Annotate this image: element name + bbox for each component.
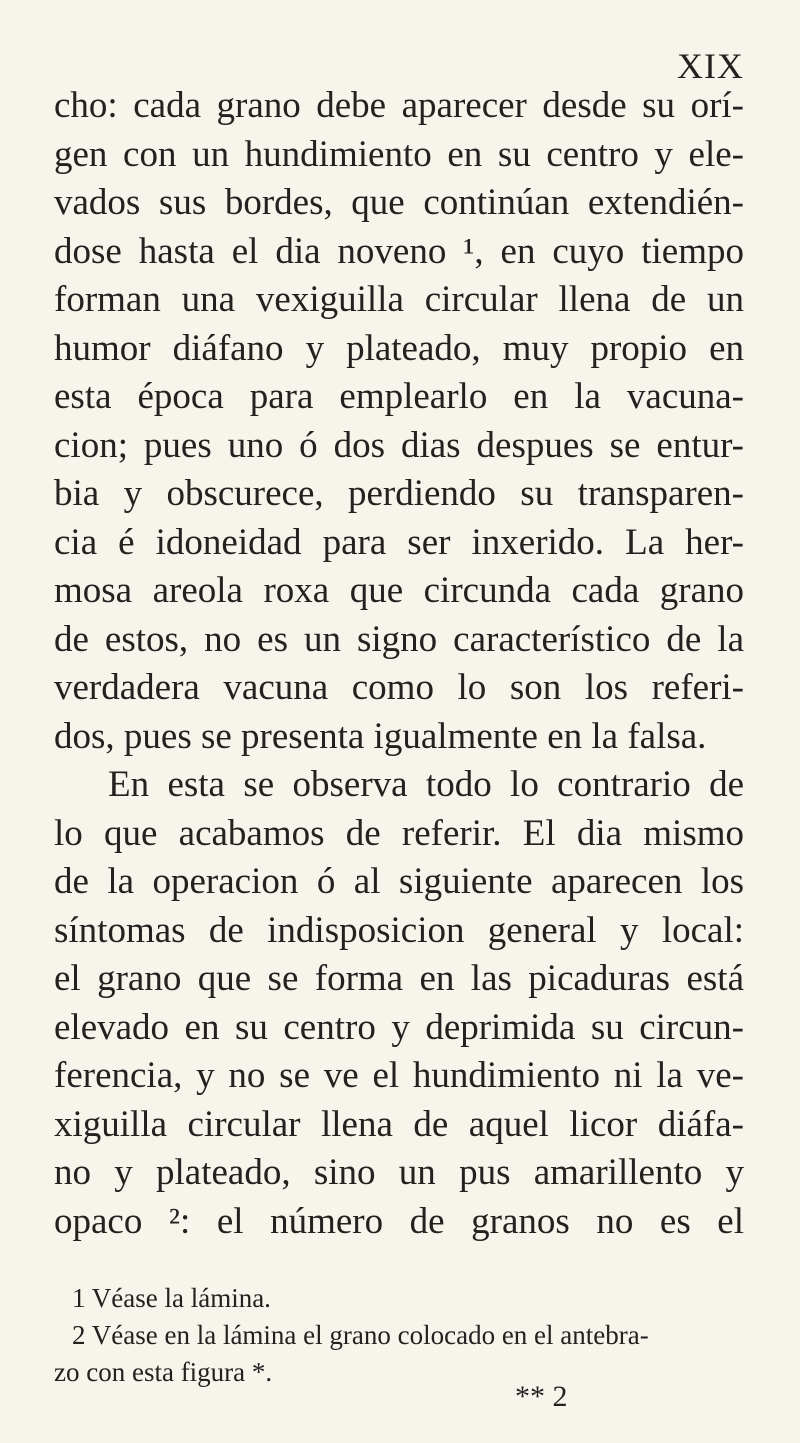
text-line: el grano que se forma en las picaduras está: [54, 958, 744, 999]
printer-signature: ** 2: [515, 1380, 568, 1413]
text-line: dose hasta el dia noveno ¹, en cuyo tiempo: [54, 230, 744, 272]
text-line: elevado en su centro y deprimida su circun-: [54, 1006, 744, 1048]
page-number: XIX: [677, 46, 744, 86]
footnote-line: 2 Véase en la lámina el grano colocado en el antebra-: [72, 1320, 649, 1350]
text-line: forman una vexiguilla circular llena de un: [54, 279, 744, 320]
text-line: xiguilla circular llena de aquel licor diáfa-: [54, 1103, 744, 1145]
main-text: [54, 82, 744, 1246]
text-line: En esta se observa todo lo contrario de: [108, 764, 744, 805]
text-line: de estos, no es un signo característico de la: [54, 618, 744, 660]
text-line: mosa areola roxa que circunda cada grano: [54, 570, 744, 611]
footnote-line: zo con esta figura *.: [54, 1357, 273, 1387]
text-line: lo que acabamos de referir. El dia mismo: [54, 812, 744, 854]
footnote-line: 1 Véase la lámina.: [72, 1283, 271, 1313]
text-line: opaco ²: el número de granos no es el: [54, 1200, 744, 1242]
text-line: ferencia, y no se ve el hundimiento ni la ve-: [54, 1055, 744, 1096]
text-line: esta época para emplearlo en la vacuna-: [54, 376, 744, 417]
text-line: de la operacion ó al siguiente aparecen los: [54, 861, 744, 902]
text-line: vados sus bordes, que continúan extendién-: [54, 182, 744, 223]
text-line: síntomas de indisposicion general y local:: [54, 909, 744, 951]
text-line: cion; pues uno ó dos dias despues se entur-: [54, 424, 744, 466]
text-line: verdadera vacuna como lo son los referi-: [54, 667, 744, 708]
text-line: gen con un hundimiento en su centro y ele-: [54, 133, 744, 175]
text-line: no y plateado, sino un pus amarillento y: [54, 1152, 744, 1193]
footnotes: [54, 1280, 744, 1391]
text-line: cia é idoneidad para ser inxerido. La her-: [54, 521, 744, 563]
text-line: humor diáfano y plateado, muy propio en: [54, 327, 744, 369]
text-line: cho: cada grano debe aparecer desde su orí-: [54, 85, 744, 126]
text-line: dos, pues se presenta igualmente en la falsa.: [54, 715, 707, 757]
text-line: bia y obscurece, perdiendo su transparen-: [54, 473, 744, 514]
